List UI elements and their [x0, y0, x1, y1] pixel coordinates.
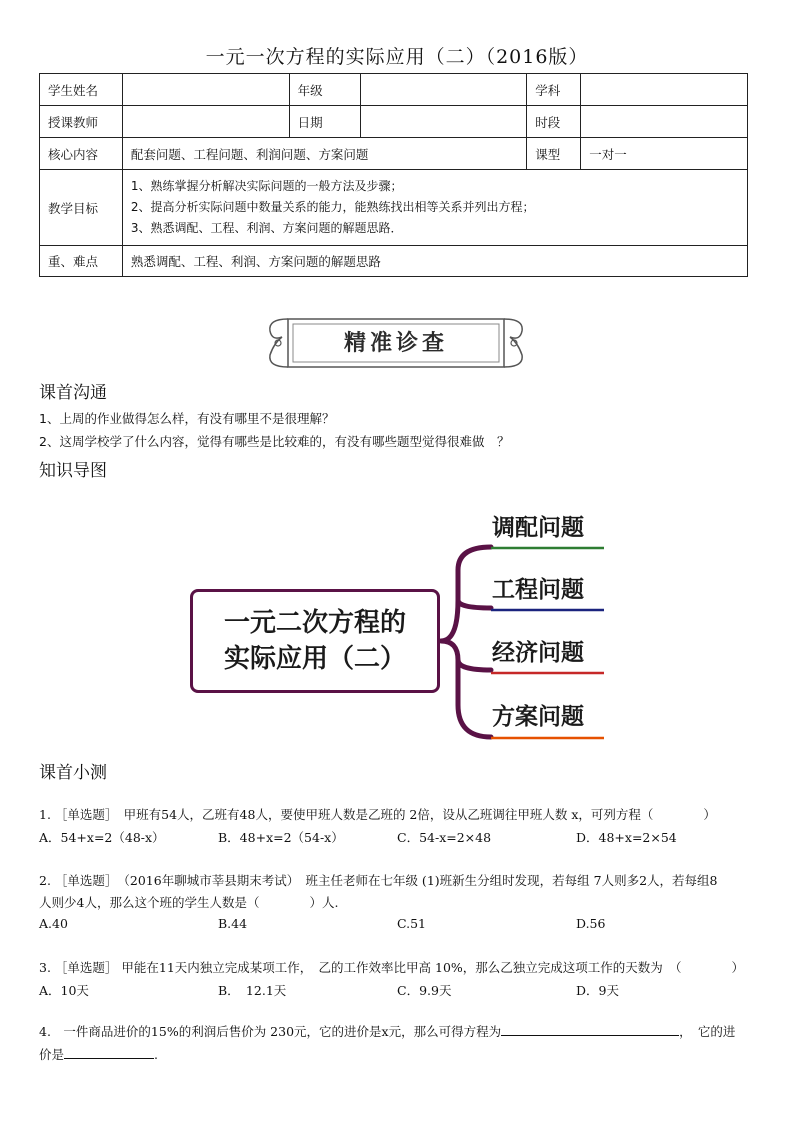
quiz-4-text-part-2: ， 它的进 [679, 1024, 736, 1039]
key-difficulty-label: 重、难点 [40, 246, 123, 277]
goal-item: 1、熟练掌握分析解决实际问题的一般方法及步骤； [130, 179, 403, 193]
date-value[interactable] [360, 106, 527, 138]
quiz-3-option-c[interactable]: C．9.9天 [397, 983, 452, 998]
period-value[interactable] [581, 106, 748, 138]
quiz-1-option-b[interactable]: B．48+x=2（54-x） [218, 830, 344, 845]
quiz-3-option-a[interactable]: A．10天 [39, 983, 89, 998]
quiz-question-3: 3. ［单选题］ 甲能在11天内独立完成某项工作， 乙的工作效率比甲高 10%，那么乙独立完成这项工作的天数为 （ ） [39, 960, 745, 975]
quiz-2-option-d[interactable]: D.56 [576, 916, 606, 931]
quiz-4-text-end: . [154, 1047, 158, 1062]
mindmap-connector [441, 547, 491, 737]
student-name-value[interactable] [122, 74, 289, 106]
quiz-4-equation-blank[interactable] [501, 1023, 679, 1036]
date-label: 日期 [289, 106, 360, 138]
mindmap-center-line-1: 一元二次方程的 [223, 608, 406, 638]
quiz-question-2-line-2: 人则少4人，那么这个班的学生人数是（ ）人. [39, 895, 339, 910]
class-type-label: 课型 [527, 138, 581, 170]
lesson-info-table [39, 73, 748, 277]
quiz-4-text-line-2: 价是 [39, 1047, 65, 1062]
quiz-4-text-part-1: 4. 一件商品进价的15%的利润后售价为 230元，它的进价是x元，那么可得方程为 [39, 1024, 502, 1039]
section-heading-communication: 课首沟通 [39, 383, 107, 403]
teacher-label: 授课教师 [40, 106, 123, 138]
grade-value[interactable] [360, 74, 527, 106]
mindmap-branch-engineering: 工程问题 [492, 577, 584, 603]
mindmap-center-node [190, 589, 440, 693]
quiz-2-option-c[interactable]: C.51 [397, 916, 426, 931]
core-content-value: 配套问题、工程问题、利润问题、方案问题 [122, 138, 526, 170]
teaching-goals [122, 170, 747, 246]
goal-item: 2、提高分析实际问题中数量关系的能力，能熟练找出相等关系并列出方程； [130, 200, 535, 214]
class-type-value: 一对一 [581, 138, 748, 170]
quiz-question-2-line-1: 2. ［单选题］ （2016年聊城市莘县期末考试） 班主任老师在七年级 (1)班新生分组时发现，若每组 7人则多2人，若每组8 [39, 873, 718, 888]
period-label: 时段 [527, 106, 581, 138]
mindmap-branch-economy: 经济问题 [492, 640, 584, 666]
goal-item: 3、熟悉调配、工程、利润、方案问题的解题思路． [130, 221, 403, 235]
teacher-value[interactable] [122, 106, 289, 138]
subject-label: 学科 [527, 74, 581, 106]
quiz-2-option-b[interactable]: B.44 [218, 916, 248, 931]
student-name-label: 学生姓名 [40, 74, 123, 106]
section-heading-knowledge-map: 知识导图 [39, 461, 107, 481]
core-content-label: 核心内容 [40, 138, 123, 170]
quiz-3-option-b[interactable]: B． 12.1天 [218, 983, 287, 998]
quiz-3-option-d[interactable]: D．9天 [576, 983, 619, 998]
mindmap-branch-deployment: 调配问题 [492, 515, 584, 541]
quiz-1-option-a[interactable]: A．54+x=2（48-x） [39, 830, 165, 845]
quiz-2-option-a[interactable]: A.40 [39, 916, 68, 931]
grade-label: 年级 [289, 74, 360, 106]
mindmap-center-line-2: 实际应用（二） [223, 644, 406, 674]
teaching-goal-label: 教学目标 [40, 170, 123, 246]
quiz-1-option-c[interactable]: C．54-x=2×48 [397, 830, 492, 845]
quiz-question-4-line-2 [39, 1045, 158, 1063]
communication-question-1: 1、上周的作业做得怎么样，有没有哪里不是很理解？ [39, 411, 335, 426]
section-heading-quiz: 课首小测 [39, 763, 107, 783]
quiz-4-price-blank[interactable] [64, 1046, 154, 1059]
communication-question-2: 2、这周学校学了什么内容，觉得有哪些是比较难的，有没有哪些题型觉得很难做 ？ [39, 434, 510, 449]
page-title: 一元一次方程的实际应用（二）（2016版） [205, 46, 589, 68]
key-difficulty-value: 熟悉调配、工程、利润、方案问题的解题思路 [122, 246, 747, 277]
subject-value[interactable] [581, 74, 748, 106]
quiz-1-option-d[interactable]: D．48+x=2×54 [576, 830, 677, 845]
mindmap-branch-plan: 方案问题 [492, 704, 584, 730]
quiz-question-1: 1. ［单选题］ 甲班有54人，乙班有48人，要使甲班人数是乙班的 2倍，设从乙班调往甲班人数 x，可列方程（ ） [39, 807, 716, 822]
quiz-question-4-line-1 [39, 1022, 735, 1040]
banner-title: 精准诊查 [343, 331, 448, 356]
